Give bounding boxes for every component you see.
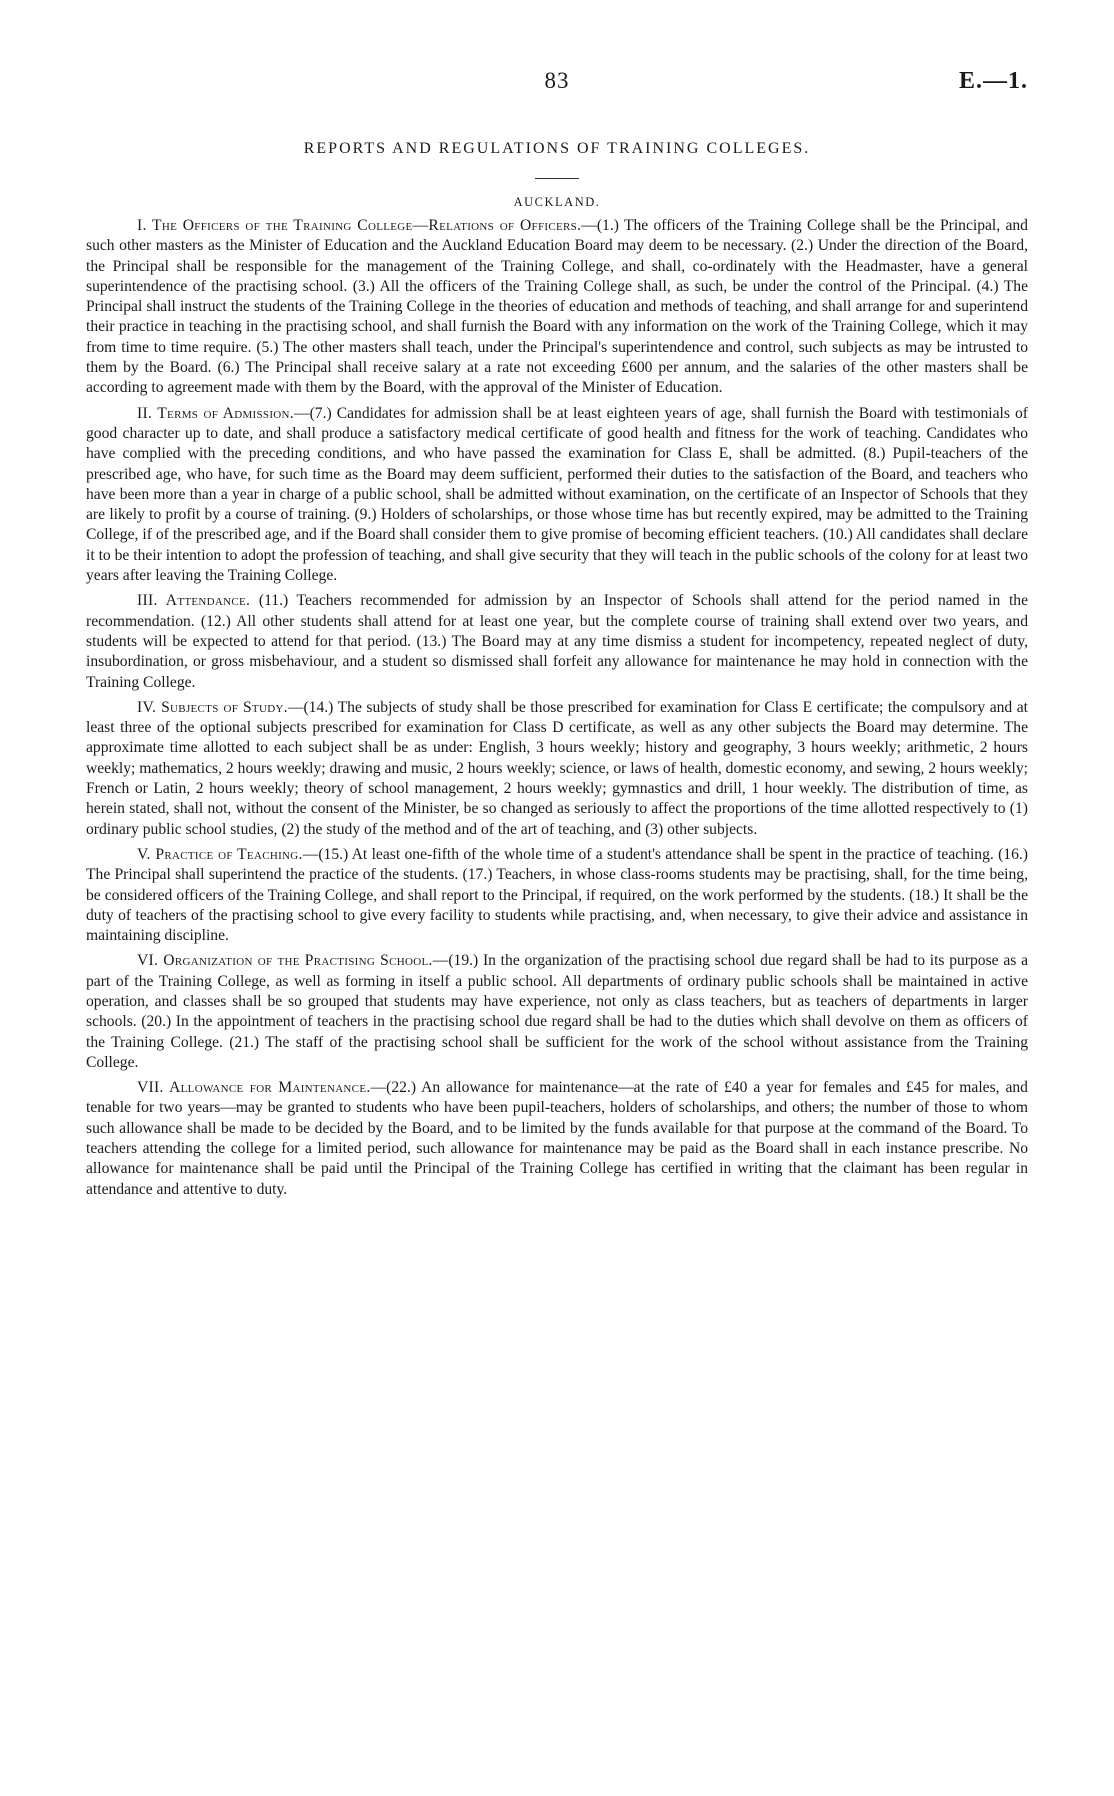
clause-heading: V. Practice of Teaching. bbox=[137, 845, 303, 863]
clause-heading: VI. Organization of the Practising School. bbox=[137, 952, 433, 970]
clause-heading: IV. Subjects of Study. bbox=[137, 698, 288, 716]
clause-body: (11.) Teachers recommended for admission by an Inspector of Schools shall attend for the period named in the recommendation. (12.) All other students shall attend for at least one year, but the complete course of training shall extend over two years, and students will be expected to attend for that period. (13.) The Board may at any time dismiss a student for incompetency, repeated neglect of duty, insubordination, or gross misbehaviour, and a student so dismissed shall forfeit any allowance for maintenance he may hold in connection with the Training College. bbox=[86, 592, 1028, 691]
document-title: REPORTS AND REGULATIONS OF TRAINING COLLEGES. bbox=[303, 140, 811, 157]
clause-body: —(7.) Candidates for admission shall be at least eighteen years of age, shall furnish the Board with testimonials of good character up to date, and shall produce a satisfactory medical certificate of good health and fitness for the work of teaching. Candidates who have complied with the preceding conditions, and who have passed the examination for Class E, shall be admitted. (8.) Pupil-teachers of the prescribed age, who have, for such time as the Board may deem sufficient, performed their duties to the satisfaction of the Board, and teachers who have been more than a year in charge of a public school, shall be admitted without examination, on the certificate of an Inspector of Schools that they are likely to profit by a course of training. (9.) Holders of scholarships, or those whose time has but recently expired, may be admitted to the Training College, if of the prescribed age, and if the Board shall consider them to give promise of becoming efficient teachers. (10.) All candidates shall declare it to be their intention to adopt the profession of teaching, and shall give security that they will teach in the public schools of the colony for at least two years after leaving the Training College. bbox=[86, 404, 1028, 585]
parliamentary-reference: E.—1. bbox=[958, 68, 1028, 94]
clause-6 bbox=[86, 951, 1028, 1073]
clause-heading: VII. Allowance for Maintenance. bbox=[137, 1079, 371, 1097]
title-divider bbox=[535, 178, 579, 179]
clause-2 bbox=[86, 404, 1028, 587]
clause-7 bbox=[86, 1078, 1028, 1200]
page-header bbox=[86, 68, 1028, 108]
clause-heading: I. The Officers of the Training College—Relations of Officers. bbox=[137, 217, 582, 234]
clause-body: —(1.) The officers of the Training College shall be the Principal, and such other masters as the Minister of Education and the Auckland Education Board may deem to be necessary. (2.) Under the direction of the Board, the Principal shall be responsible for the management of the Training College, and shall, co-ordinately with the Headmaster, have a general superintendence of the practising school. (3.) All the officers of the Training College shall, as such, be under the control of the Principal. (4.) The Principal shall instruct the students of the Training College in the theories of education and methods of teaching, and shall arrange for and superintend their practice in teaching in the practising school, and shall furnish the Board with any information on the work of the Training College, which it may from time to time require. (5.) The other masters shall teach, under the Principal's superintendence and control, such subjects as may be intrusted to them by the Board. (6.) The Principal shall receive salary at a rate not exceeding £600 per annum, and the salaries of the other masters shall be according to agreement made with them by the Board, with the approval of the Minister of Education. bbox=[86, 217, 1028, 397]
clause-heading: II. Terms of Admission. bbox=[137, 404, 294, 422]
document-page bbox=[86, 68, 1028, 1205]
section-heading: AUCKLAND. bbox=[513, 195, 601, 209]
clause-4 bbox=[86, 698, 1028, 840]
clause-5 bbox=[86, 845, 1028, 946]
clause-body: —(19.) In the organization of the practising school due regard shall be had to its purpose as a part of the Training College, as well as forming in itself a public school. All departments of ordinary public schools shall be maintained in active operation, and classes shall be so grouped that students may have experience, not only as class teachers, but as teachers of departments in larger schools. (20.) In the appointment of teachers in the practising school due regard shall be had to the duties which shall devolve on them as officers of the Training College. (21.) The staff of the practising school shall be sufficient for the work of the school without assistance from the Training College. bbox=[86, 952, 1028, 1071]
clause-body: —(14.) The subjects of study shall be those prescribed for examination for Class E certificate; the compulsory and at least three of the optional subjects prescribed for examination for Class D certificate, as well as any other subjects the Board may determine. The approximate time allotted to each subject shall be as under: English, 3 hours weekly; history and geography, 3 hours weekly; arithmetic, 2 hours weekly; mathematics, 2 hours weekly; drawing and music, 2 hours weekly; science, or laws of health, domestic economy, and sewing, 2 hours weekly; French or Latin, 2 hours weekly; theory of school management, 2 hours weekly; gymnastics and drill, 1 hour weekly. The distribution of time, as herein stated, shall not, without the consent of the Minister, be so changed as seriously to affect the proportions of the time allotted respectively to (1) ordinary public school studies, (2) the study of the method and of the art of teaching, and (3) other subjects. bbox=[86, 698, 1029, 838]
clause-1 bbox=[86, 216, 1028, 399]
clause-body: —(22.) An allowance for maintenance—at the rate of £40 a year for females and £45 for males, and tenable for two years—may be granted to students who have been pupil-teachers, holders of scholarships, and others; the number of those to whom such allowance shall be made to be decided by the Board, and to be limited by the funds available for that purpose at the command of the Board. To teachers attending the college for a limited period, such allowance for maintenance may be paid as the Board shall in each instance prescribe. No allowance for maintenance shall be paid until the Principal of the Training College has certified in writing that the claimant has been regular in attendance and attentive to duty. bbox=[86, 1079, 1028, 1198]
clause-3 bbox=[86, 591, 1028, 692]
clause-heading: III. Attendance. bbox=[137, 592, 251, 610]
clause-body: —(15.) At least one-fifth of the whole time of a student's attendance shall be spent in the practice of teaching. (16.) The Principal shall superintend the practice of the students. (17.) Teachers, in whose class-rooms students may be practising, shall, for the time being, be considered officers of the Training College, and shall report to the Principal, if required, on the work performed by the students. (18.) It shall be the duty of teachers of the practising school to give every facility to students while practising, and, when necessary, to give their advice and assistance in maintaining discipline. bbox=[86, 845, 1028, 945]
page-number: 83 bbox=[544, 68, 570, 93]
